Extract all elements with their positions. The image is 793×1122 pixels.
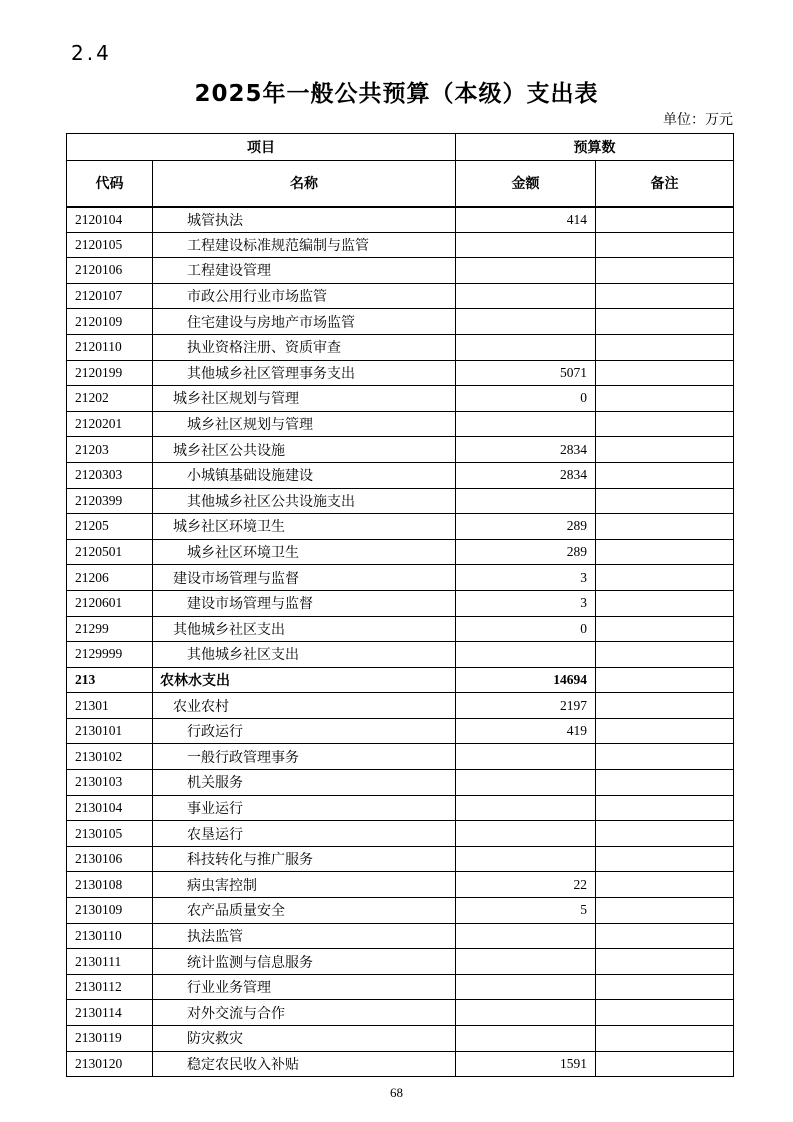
cell-name: 农林水支出 <box>153 667 456 693</box>
cell-note <box>596 590 734 616</box>
cell-amount: 3 <box>456 565 596 591</box>
cell-note <box>596 207 734 233</box>
header-name: 名称 <box>153 161 456 207</box>
cell-code: 2120201 <box>67 411 153 437</box>
cell-note <box>596 898 734 924</box>
cell-code: 2120303 <box>67 462 153 488</box>
cell-amount: 2834 <box>456 462 596 488</box>
cell-note <box>596 821 734 847</box>
cell-name: 城乡社区环境卫生 <box>153 539 456 565</box>
cell-name: 工程建设管理 <box>153 258 456 284</box>
unit-label: 单位：万元 <box>663 113 733 128</box>
cell-note <box>596 462 734 488</box>
table-row <box>67 821 734 847</box>
cell-name: 事业运行 <box>153 795 456 821</box>
cell-name: 执法监管 <box>153 923 456 949</box>
cell-code: 2120110 <box>67 334 153 360</box>
cell-code: 2130105 <box>67 821 153 847</box>
cell-note <box>596 360 734 386</box>
cell-name: 其他城乡社区管理事务支出 <box>153 360 456 386</box>
cell-code: 21205 <box>67 514 153 540</box>
table-row <box>67 232 734 258</box>
cell-note <box>596 514 734 540</box>
cell-name: 城管执法 <box>153 207 456 233</box>
cell-note <box>596 667 734 693</box>
cell-note <box>596 334 734 360</box>
cell-amount: 3 <box>456 590 596 616</box>
cell-note <box>596 1026 734 1052</box>
table-row <box>67 258 734 284</box>
cell-code: 2130108 <box>67 872 153 898</box>
cell-note <box>596 1051 734 1077</box>
cell-name: 工程建设标准规范编制与监管 <box>153 232 456 258</box>
cell-note <box>596 693 734 719</box>
cell-amount: 5071 <box>456 360 596 386</box>
cell-amount: 0 <box>456 616 596 642</box>
cell-note <box>596 949 734 975</box>
cell-note <box>596 488 734 514</box>
cell-amount <box>456 283 596 309</box>
cell-amount: 14694 <box>456 667 596 693</box>
cell-name: 防灾救灾 <box>153 1026 456 1052</box>
cell-amount: 289 <box>456 539 596 565</box>
cell-note <box>596 872 734 898</box>
cell-code: 2120601 <box>67 590 153 616</box>
cell-amount <box>456 1000 596 1026</box>
cell-amount: 22 <box>456 872 596 898</box>
table-row <box>67 770 734 796</box>
cell-note <box>596 309 734 335</box>
cell-amount <box>456 488 596 514</box>
cell-note <box>596 846 734 872</box>
cell-note <box>596 795 734 821</box>
cell-code: 2120109 <box>67 309 153 335</box>
cell-name: 病虫害控制 <box>153 872 456 898</box>
table-row <box>67 1026 734 1052</box>
cell-code: 21203 <box>67 437 153 463</box>
table-row <box>67 565 734 591</box>
cell-code: 2130110 <box>67 923 153 949</box>
cell-code: 21206 <box>67 565 153 591</box>
cell-code: 21301 <box>67 693 153 719</box>
header-amount: 金额 <box>456 161 596 207</box>
cell-name: 建设市场管理与监督 <box>153 565 456 591</box>
cell-name: 行业业务管理 <box>153 974 456 1000</box>
cell-code: 2120107 <box>67 283 153 309</box>
cell-code: 2120399 <box>67 488 153 514</box>
cell-note <box>596 718 734 744</box>
cell-amount <box>456 642 596 668</box>
cell-note <box>596 565 734 591</box>
table-row <box>67 283 734 309</box>
cell-name: 市政公用行业市场监管 <box>153 283 456 309</box>
cell-code: 2120501 <box>67 539 153 565</box>
table-row <box>67 334 734 360</box>
cell-note <box>596 1000 734 1026</box>
table-row <box>67 1000 734 1026</box>
cell-code: 2130112 <box>67 974 153 1000</box>
cell-name: 住宅建设与房地产市场监管 <box>153 309 456 335</box>
cell-amount <box>456 1026 596 1052</box>
cell-note <box>596 411 734 437</box>
cell-name: 农业农村 <box>153 693 456 719</box>
cell-name: 城乡社区规划与管理 <box>153 411 456 437</box>
table-row <box>67 590 734 616</box>
cell-name: 其他城乡社区支出 <box>153 616 456 642</box>
cell-note <box>596 232 734 258</box>
table-row <box>67 514 734 540</box>
cell-amount <box>456 795 596 821</box>
cell-note <box>596 386 734 412</box>
table-row <box>67 974 734 1000</box>
cell-amount: 419 <box>456 718 596 744</box>
header-group-budget: 预算数 <box>456 134 734 161</box>
table-row <box>67 949 734 975</box>
table-row <box>67 795 734 821</box>
table-row <box>67 923 734 949</box>
table-body <box>67 207 734 1077</box>
cell-code: 2130104 <box>67 795 153 821</box>
cell-name: 行政运行 <box>153 718 456 744</box>
cell-code: 2130119 <box>67 1026 153 1052</box>
budget-table <box>66 133 734 1077</box>
table-row <box>67 718 734 744</box>
cell-amount <box>456 411 596 437</box>
cell-code: 2120104 <box>67 207 153 233</box>
cell-code: 2120105 <box>67 232 153 258</box>
cell-code: 2130109 <box>67 898 153 924</box>
header-code: 代码 <box>67 161 153 207</box>
cell-amount <box>456 846 596 872</box>
cell-note <box>596 923 734 949</box>
cell-name: 执业资格注册、资质审查 <box>153 334 456 360</box>
cell-name: 其他城乡社区支出 <box>153 642 456 668</box>
cell-amount <box>456 744 596 770</box>
cell-name: 城乡社区环境卫生 <box>153 514 456 540</box>
table-row <box>67 437 734 463</box>
cell-name: 建设市场管理与监督 <box>153 590 456 616</box>
table-row <box>67 898 734 924</box>
table-row <box>67 667 734 693</box>
cell-amount: 414 <box>456 207 596 233</box>
cell-name: 城乡社区规划与管理 <box>153 386 456 412</box>
table-row <box>67 1051 734 1077</box>
header-group-item: 项目 <box>67 134 456 161</box>
cell-amount: 1591 <box>456 1051 596 1077</box>
cell-name: 机关服务 <box>153 770 456 796</box>
cell-code: 2130101 <box>67 718 153 744</box>
table-row <box>67 693 734 719</box>
table-row <box>67 462 734 488</box>
cell-code: 2120106 <box>67 258 153 284</box>
cell-amount: 5 <box>456 898 596 924</box>
cell-amount <box>456 258 596 284</box>
cell-name: 稳定农民收入补贴 <box>153 1051 456 1077</box>
cell-amount: 2834 <box>456 437 596 463</box>
cell-note <box>596 642 734 668</box>
cell-note <box>596 744 734 770</box>
cell-name: 小城镇基础设施建设 <box>153 462 456 488</box>
cell-code: 213 <box>67 667 153 693</box>
cell-note <box>596 974 734 1000</box>
cell-code: 2130114 <box>67 1000 153 1026</box>
table-row <box>67 642 734 668</box>
table-row <box>67 386 734 412</box>
cell-note <box>596 770 734 796</box>
table-row <box>67 539 734 565</box>
cell-amount <box>456 974 596 1000</box>
cell-amount <box>456 232 596 258</box>
table-row <box>67 744 734 770</box>
section-number: 2.4 <box>71 41 112 65</box>
cell-name: 农垦运行 <box>153 821 456 847</box>
table-header <box>67 134 734 207</box>
cell-code: 2130120 <box>67 1051 153 1077</box>
cell-note <box>596 539 734 565</box>
cell-amount <box>456 821 596 847</box>
cell-note <box>596 283 734 309</box>
table-row <box>67 872 734 898</box>
cell-code: 2130103 <box>67 770 153 796</box>
cell-code: 21202 <box>67 386 153 412</box>
cell-code: 2130102 <box>67 744 153 770</box>
cell-amount <box>456 923 596 949</box>
table-row <box>67 360 734 386</box>
cell-amount: 2197 <box>456 693 596 719</box>
table-row <box>67 411 734 437</box>
cell-code: 2130111 <box>67 949 153 975</box>
cell-name: 城乡社区公共设施 <box>153 437 456 463</box>
page-number: 68 <box>390 1085 403 1100</box>
cell-amount <box>456 309 596 335</box>
header-note: 备注 <box>596 161 734 207</box>
page-title: 2025年一般公共预算（本级）支出表 <box>194 81 599 107</box>
cell-name: 一般行政管理事务 <box>153 744 456 770</box>
cell-name: 科技转化与推广服务 <box>153 846 456 872</box>
cell-note <box>596 437 734 463</box>
cell-amount: 289 <box>456 514 596 540</box>
table-row <box>67 309 734 335</box>
cell-code: 21299 <box>67 616 153 642</box>
cell-amount <box>456 770 596 796</box>
cell-code: 2130106 <box>67 846 153 872</box>
cell-amount <box>456 949 596 975</box>
table-row <box>67 846 734 872</box>
cell-name: 农产品质量安全 <box>153 898 456 924</box>
cell-code: 2120199 <box>67 360 153 386</box>
cell-name: 对外交流与合作 <box>153 1000 456 1026</box>
cell-note <box>596 616 734 642</box>
cell-amount <box>456 334 596 360</box>
cell-note <box>596 258 734 284</box>
cell-name: 统计监测与信息服务 <box>153 949 456 975</box>
table-row <box>67 616 734 642</box>
cell-code: 2129999 <box>67 642 153 668</box>
cell-name: 其他城乡社区公共设施支出 <box>153 488 456 514</box>
table-row <box>67 207 734 233</box>
cell-amount: 0 <box>456 386 596 412</box>
table-row <box>67 488 734 514</box>
